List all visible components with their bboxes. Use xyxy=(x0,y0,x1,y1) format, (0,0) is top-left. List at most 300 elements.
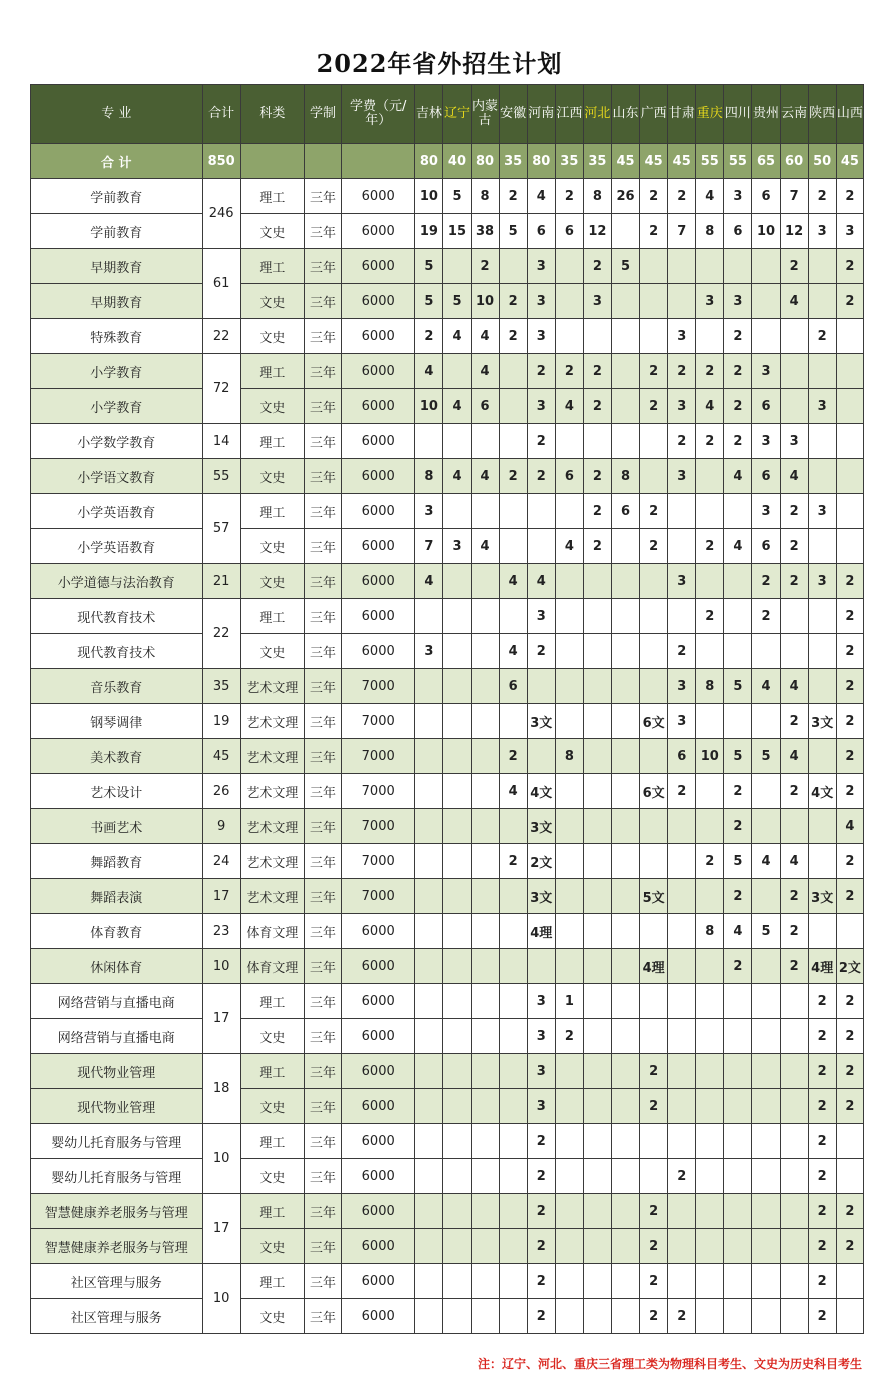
total-province-value: 80 xyxy=(471,144,499,179)
province-value: 3 xyxy=(668,389,696,424)
province-value: 2 xyxy=(696,529,724,564)
table-row xyxy=(31,669,864,704)
province-value: 4 xyxy=(724,529,752,564)
province-value xyxy=(780,389,808,424)
province-value: 2 xyxy=(836,634,863,669)
duration: 三年 xyxy=(304,704,341,739)
province-value xyxy=(752,634,780,669)
province-value: 2 xyxy=(808,1054,836,1089)
fee: 6000 xyxy=(342,1054,415,1089)
province-value: 4 xyxy=(443,389,471,424)
fee: 6000 xyxy=(342,1159,415,1194)
province-value: 6文 xyxy=(640,774,668,809)
province-value xyxy=(640,914,668,949)
province-value xyxy=(555,1089,583,1124)
province-value xyxy=(583,1264,611,1299)
enrollment-table-container xyxy=(30,84,864,1334)
fee: 6000 xyxy=(342,179,415,214)
province-value xyxy=(780,1019,808,1054)
province-value xyxy=(640,844,668,879)
province-value xyxy=(415,949,443,984)
province-value xyxy=(696,319,724,354)
province-value: 2 xyxy=(499,319,527,354)
header-province: 甘肃 xyxy=(668,85,696,144)
duration: 三年 xyxy=(304,214,341,249)
table-row xyxy=(31,739,864,774)
category: 文史 xyxy=(240,284,304,319)
duration: 三年 xyxy=(304,599,341,634)
province-value xyxy=(443,1229,471,1264)
duration: 三年 xyxy=(304,284,341,319)
province-value xyxy=(724,1089,752,1124)
duration: 三年 xyxy=(304,1229,341,1264)
total-province-value: 60 xyxy=(780,144,808,179)
table-row xyxy=(31,1299,864,1334)
group-total: 17 xyxy=(202,1194,240,1264)
fee: 6000 xyxy=(342,354,415,389)
category: 理工 xyxy=(240,1054,304,1089)
province-value: 2 xyxy=(836,564,863,599)
fee: 7000 xyxy=(342,774,415,809)
province-value: 12 xyxy=(583,214,611,249)
province-value: 2 xyxy=(499,284,527,319)
province-value xyxy=(696,459,724,494)
total-province-value: 45 xyxy=(836,144,863,179)
province-value: 2 xyxy=(808,1264,836,1299)
province-value xyxy=(583,949,611,984)
province-value: 2 xyxy=(808,1019,836,1054)
province-value: 2 xyxy=(696,844,724,879)
province-value xyxy=(668,1264,696,1299)
province-value: 10 xyxy=(471,284,499,319)
province-value xyxy=(780,809,808,844)
province-value: 2 xyxy=(555,354,583,389)
province-value xyxy=(583,1124,611,1159)
province-value xyxy=(443,774,471,809)
province-value xyxy=(499,599,527,634)
fee: 6000 xyxy=(342,214,415,249)
province-value xyxy=(640,1124,668,1159)
province-value: 2 xyxy=(640,1089,668,1124)
table-row xyxy=(31,599,864,634)
province-value: 2 xyxy=(499,739,527,774)
province-value xyxy=(780,1089,808,1124)
header-province: 陕西 xyxy=(808,85,836,144)
province-value xyxy=(724,1194,752,1229)
province-value xyxy=(668,1019,696,1054)
province-value xyxy=(555,809,583,844)
province-value: 4 xyxy=(780,844,808,879)
province-value xyxy=(443,1124,471,1159)
total-label: 合 计 xyxy=(31,144,203,179)
province-value xyxy=(836,1299,863,1334)
category: 理工 xyxy=(240,984,304,1019)
header-province: 内蒙古 xyxy=(471,85,499,144)
province-value xyxy=(696,809,724,844)
province-value xyxy=(415,844,443,879)
province-value xyxy=(555,879,583,914)
province-value xyxy=(696,249,724,284)
table-row xyxy=(31,214,864,249)
province-value: 3 xyxy=(527,1019,555,1054)
table-row xyxy=(31,319,864,354)
province-value: 4 xyxy=(499,564,527,599)
province-value xyxy=(443,669,471,704)
province-value xyxy=(471,1124,499,1159)
province-value: 2 xyxy=(415,319,443,354)
table-row xyxy=(31,424,864,459)
category: 理工 xyxy=(240,1124,304,1159)
province-value: 3 xyxy=(668,669,696,704)
province-value xyxy=(724,1264,752,1299)
total-sum: 850 xyxy=(202,144,240,179)
group-total: 246 xyxy=(202,179,240,249)
header-major: 专 业 xyxy=(31,85,203,144)
fee: 6000 xyxy=(342,1089,415,1124)
province-value xyxy=(443,704,471,739)
province-value xyxy=(443,634,471,669)
major-name: 智慧健康养老服务与管理 xyxy=(31,1229,203,1264)
province-value xyxy=(780,1299,808,1334)
province-value: 4 xyxy=(471,319,499,354)
province-value: 3 xyxy=(443,529,471,564)
province-value xyxy=(780,319,808,354)
province-value xyxy=(696,1299,724,1334)
province-value: 2 xyxy=(696,354,724,389)
province-value xyxy=(808,739,836,774)
province-value xyxy=(752,284,780,319)
province-value xyxy=(443,914,471,949)
province-value xyxy=(443,1159,471,1194)
province-value: 8 xyxy=(696,669,724,704)
province-value xyxy=(527,669,555,704)
major-name: 艺术设计 xyxy=(31,774,203,809)
table-row xyxy=(31,914,864,949)
province-value xyxy=(611,1194,639,1229)
province-value: 2 xyxy=(836,249,863,284)
table-row xyxy=(31,1124,864,1159)
province-value xyxy=(415,704,443,739)
header-province: 河南 xyxy=(527,85,555,144)
category: 文史 xyxy=(240,319,304,354)
province-value: 3 xyxy=(752,354,780,389)
province-value: 4理 xyxy=(527,914,555,949)
province-value xyxy=(836,1264,863,1299)
province-value: 6 xyxy=(752,389,780,424)
province-value xyxy=(752,1264,780,1299)
province-value xyxy=(499,1089,527,1124)
group-total: 14 xyxy=(202,424,240,459)
province-value xyxy=(471,599,499,634)
province-value xyxy=(668,1194,696,1229)
duration: 三年 xyxy=(304,459,341,494)
province-value: 3 xyxy=(836,214,863,249)
province-value: 2 xyxy=(836,774,863,809)
province-value: 2 xyxy=(668,354,696,389)
province-value xyxy=(583,319,611,354)
province-value: 3 xyxy=(808,214,836,249)
duration: 三年 xyxy=(304,1054,341,1089)
province-value xyxy=(471,1089,499,1124)
province-value xyxy=(583,879,611,914)
province-value xyxy=(696,879,724,914)
province-value xyxy=(527,739,555,774)
province-value: 3 xyxy=(724,179,752,214)
province-value: 5 xyxy=(443,179,471,214)
province-value xyxy=(555,1229,583,1264)
total-province-value: 80 xyxy=(527,144,555,179)
province-value xyxy=(724,1019,752,1054)
province-value: 2 xyxy=(668,634,696,669)
province-value xyxy=(443,739,471,774)
province-value: 4文 xyxy=(527,774,555,809)
fee: 6000 xyxy=(342,1299,415,1334)
major-name: 早期教育 xyxy=(31,284,203,319)
group-total: 18 xyxy=(202,1054,240,1124)
province-value: 2 xyxy=(640,1299,668,1334)
province-value xyxy=(415,914,443,949)
province-value: 4 xyxy=(443,459,471,494)
fee: 6000 xyxy=(342,1229,415,1264)
province-value xyxy=(808,599,836,634)
fee: 6000 xyxy=(342,529,415,564)
group-total: 19 xyxy=(202,704,240,739)
province-value xyxy=(640,634,668,669)
province-value: 5 xyxy=(724,669,752,704)
province-value xyxy=(555,424,583,459)
province-value: 2 xyxy=(780,529,808,564)
province-value xyxy=(555,1264,583,1299)
province-value xyxy=(611,424,639,459)
province-value: 4 xyxy=(499,634,527,669)
province-value xyxy=(555,704,583,739)
province-value xyxy=(443,424,471,459)
category: 艺术文理 xyxy=(240,774,304,809)
major-name: 网络营销与直播电商 xyxy=(31,1019,203,1054)
province-value xyxy=(611,1159,639,1194)
province-value xyxy=(640,284,668,319)
province-value xyxy=(780,634,808,669)
province-value: 26 xyxy=(611,179,639,214)
province-value xyxy=(780,1159,808,1194)
province-value: 2 xyxy=(640,1194,668,1229)
province-value xyxy=(415,1264,443,1299)
province-value xyxy=(471,1299,499,1334)
province-value xyxy=(780,1194,808,1229)
province-value xyxy=(724,1299,752,1334)
header-duration: 学制 xyxy=(304,85,341,144)
major-name: 美术教育 xyxy=(31,739,203,774)
duration: 三年 xyxy=(304,774,341,809)
province-value xyxy=(668,599,696,634)
province-value: 6文 xyxy=(640,704,668,739)
province-value: 3 xyxy=(668,459,696,494)
province-value xyxy=(668,879,696,914)
page-title: 2022年省外招生计划 xyxy=(316,49,563,78)
province-value xyxy=(724,984,752,1019)
group-total: 22 xyxy=(202,599,240,669)
province-value: 4理 xyxy=(640,949,668,984)
province-value: 5 xyxy=(611,249,639,284)
province-value xyxy=(555,914,583,949)
province-value xyxy=(415,774,443,809)
province-value xyxy=(415,1159,443,1194)
province-value xyxy=(668,1229,696,1264)
province-value xyxy=(611,669,639,704)
category: 理工 xyxy=(240,599,304,634)
province-value xyxy=(808,249,836,284)
province-value xyxy=(611,1264,639,1299)
group-total: 57 xyxy=(202,494,240,564)
province-value xyxy=(583,1089,611,1124)
province-value xyxy=(640,319,668,354)
province-value: 5文 xyxy=(640,879,668,914)
province-value xyxy=(668,984,696,1019)
province-value xyxy=(415,424,443,459)
province-value xyxy=(808,914,836,949)
province-value: 4 xyxy=(499,774,527,809)
province-value xyxy=(808,354,836,389)
province-value: 2 xyxy=(640,1229,668,1264)
province-value xyxy=(555,669,583,704)
province-value xyxy=(471,1264,499,1299)
province-value: 3文 xyxy=(527,879,555,914)
duration: 三年 xyxy=(304,529,341,564)
province-value xyxy=(640,1159,668,1194)
province-value: 38 xyxy=(471,214,499,249)
province-value: 2 xyxy=(527,459,555,494)
table-row xyxy=(31,1229,864,1264)
province-value: 3文 xyxy=(527,704,555,739)
fee: 6000 xyxy=(342,914,415,949)
province-value xyxy=(611,1124,639,1159)
province-value xyxy=(415,1019,443,1054)
province-value xyxy=(471,494,499,529)
category: 艺术文理 xyxy=(240,879,304,914)
province-value xyxy=(499,1194,527,1229)
province-value xyxy=(780,599,808,634)
province-value xyxy=(611,844,639,879)
province-value: 2 xyxy=(640,354,668,389)
duration: 三年 xyxy=(304,634,341,669)
province-value: 3 xyxy=(527,319,555,354)
province-value xyxy=(780,354,808,389)
province-value: 5 xyxy=(724,739,752,774)
province-value xyxy=(668,914,696,949)
province-value: 3 xyxy=(808,389,836,424)
province-value xyxy=(611,634,639,669)
province-value xyxy=(471,669,499,704)
table-row xyxy=(31,1194,864,1229)
fee: 6000 xyxy=(342,494,415,529)
province-value xyxy=(555,249,583,284)
province-value: 2 xyxy=(836,844,863,879)
province-value xyxy=(443,564,471,599)
province-value xyxy=(696,774,724,809)
province-value xyxy=(611,984,639,1019)
total-province-value: 55 xyxy=(724,144,752,179)
province-value xyxy=(611,949,639,984)
major-name: 小学教育 xyxy=(31,354,203,389)
province-value: 4 xyxy=(780,669,808,704)
province-value xyxy=(499,249,527,284)
province-value: 2 xyxy=(527,1194,555,1229)
major-name: 现代教育技术 xyxy=(31,599,203,634)
province-value: 12 xyxy=(780,214,808,249)
duration: 三年 xyxy=(304,1194,341,1229)
province-value: 2 xyxy=(780,949,808,984)
province-value xyxy=(696,1019,724,1054)
duration: 三年 xyxy=(304,844,341,879)
footnote: 注：辽宁、河北、重庆三省理工类为物理科目考生、文史为历史科目考生 xyxy=(477,1357,862,1371)
group-total: 24 xyxy=(202,844,240,879)
province-value: 3文 xyxy=(808,704,836,739)
province-value: 3 xyxy=(415,494,443,529)
province-value xyxy=(555,319,583,354)
province-value: 3 xyxy=(527,599,555,634)
province-value: 19 xyxy=(415,214,443,249)
total-province-value: 80 xyxy=(415,144,443,179)
province-value: 3 xyxy=(527,284,555,319)
province-value xyxy=(611,704,639,739)
fee: 6000 xyxy=(342,564,415,599)
major-name: 小学道德与法治教育 xyxy=(31,564,203,599)
province-value xyxy=(752,809,780,844)
total-province-value: 45 xyxy=(611,144,639,179)
province-value: 4 xyxy=(780,459,808,494)
province-value xyxy=(836,1124,863,1159)
province-value: 2 xyxy=(583,459,611,494)
province-value xyxy=(611,774,639,809)
province-value: 4 xyxy=(752,669,780,704)
province-value: 4 xyxy=(443,319,471,354)
province-value xyxy=(499,1299,527,1334)
province-value: 2 xyxy=(668,1299,696,1334)
major-name: 学前教育 xyxy=(31,214,203,249)
province-value: 2 xyxy=(724,949,752,984)
province-value xyxy=(471,1194,499,1229)
province-value xyxy=(611,319,639,354)
group-total: 55 xyxy=(202,459,240,494)
province-value: 2 xyxy=(724,354,752,389)
province-value xyxy=(499,1019,527,1054)
fee: 6000 xyxy=(342,389,415,424)
major-name: 社区管理与服务 xyxy=(31,1299,203,1334)
province-value xyxy=(443,879,471,914)
province-value xyxy=(555,1124,583,1159)
province-value: 4 xyxy=(696,179,724,214)
major-name: 学前教育 xyxy=(31,179,203,214)
province-value xyxy=(499,704,527,739)
province-value xyxy=(696,494,724,529)
header-province: 贵州 xyxy=(752,85,780,144)
province-value xyxy=(752,949,780,984)
province-value xyxy=(836,319,863,354)
province-value: 5 xyxy=(752,914,780,949)
province-value: 2 xyxy=(836,984,863,1019)
province-value: 2 xyxy=(780,879,808,914)
category: 体育文理 xyxy=(240,914,304,949)
major-name: 小学英语教育 xyxy=(31,494,203,529)
province-value xyxy=(443,949,471,984)
category: 艺术文理 xyxy=(240,704,304,739)
header-province: 河北 xyxy=(583,85,611,144)
province-value xyxy=(836,1159,863,1194)
province-value: 2 xyxy=(808,319,836,354)
fee: 7000 xyxy=(342,739,415,774)
table-row xyxy=(31,1264,864,1299)
province-value xyxy=(443,249,471,284)
